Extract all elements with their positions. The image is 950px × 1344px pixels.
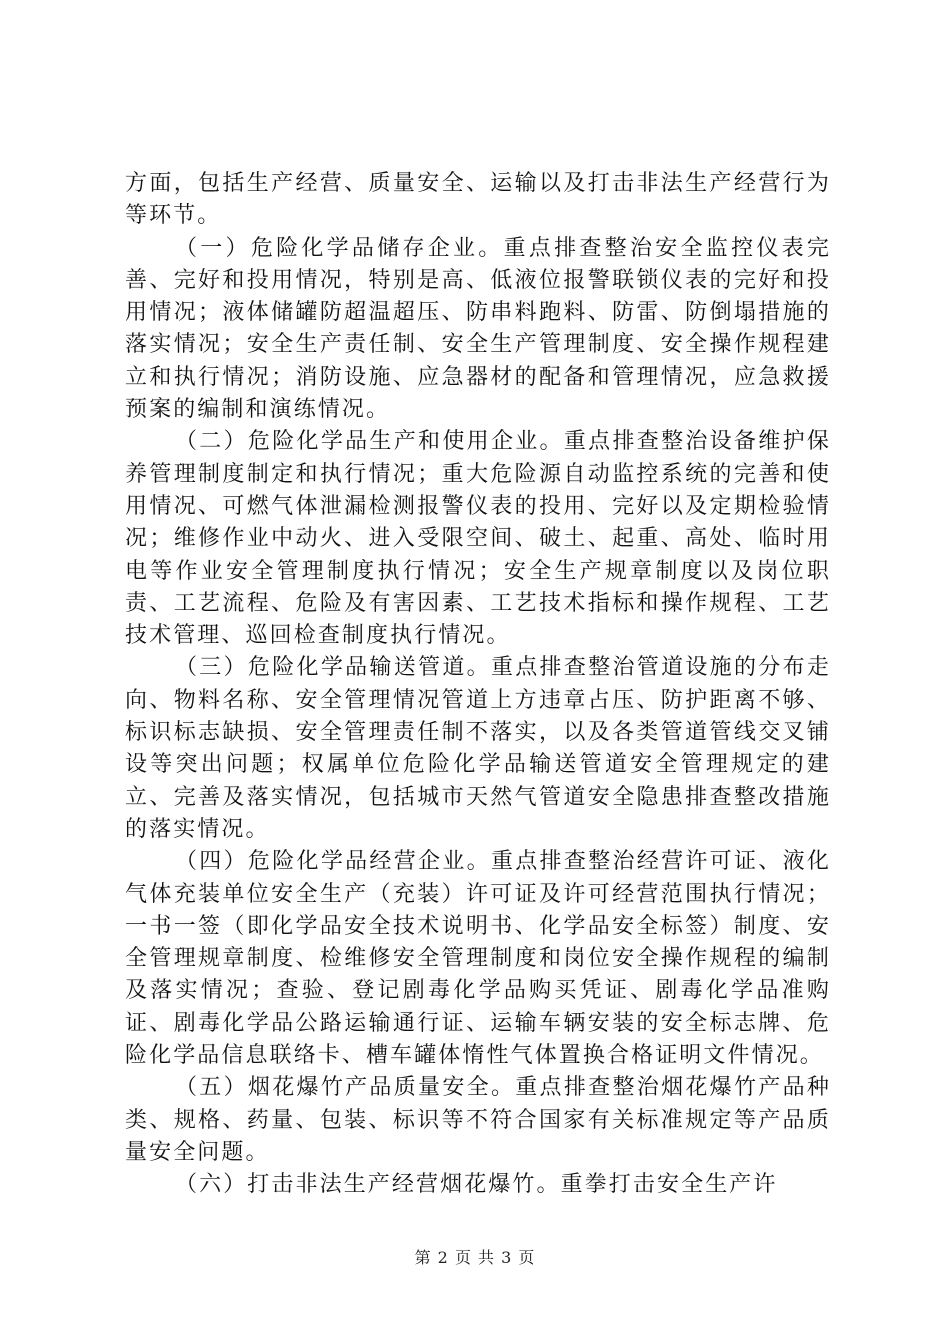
page-footer: 第 2 页 共 3 页 bbox=[414, 1248, 536, 1267]
document-body bbox=[125, 168, 831, 1202]
paragraph-section-1: （一）危险化学品储存企业。重点排查整治安全监控仪表完善、完好和投用情况，特别是高、低液位报警联锁仪表的完好和投用情况；液体储罐防超温超压、防串料跑料、防雷、防倒塌措施的落实情况；安全生产责任制、安全生产管理制度、安全操作规程建立和执行情况；消防设施、应急器材的配备和管理情况，应急救援预案的编制和演练情况。 bbox=[125, 235, 831, 423]
paragraph-continuation: 方面，包括生产经营、质量安全、运输以及打击非法生产经营行为等环节。 bbox=[125, 171, 831, 229]
paragraph-section-5: （五）烟花爆竹产品质量安全。重点排查整治烟花爆竹产品种类、规格、药量、包装、标识等不符合国家有关标准规定等产品质量安全问题。 bbox=[125, 1075, 831, 1165]
paragraph-section-4: （四）危险化学品经营企业。重点排查整治经营许可证、液化气体充装单位安全生产（充装）许可证及许可经营范围执行情况；一书一签（即化学品安全技术说明书、化学品安全标签）制度、安全管理规章制度、检维修安全管理制度和岗位安全操作规程的编制及落实情况；查验、登记剧毒化学品购买凭证、剧毒化学品准购证、剧毒化学品公路运输通行证、运输车辆安装的安全标志牌、危险化学品信息联络卡、槽车罐体惰性气体置换合格证明文件情况。 bbox=[125, 849, 831, 1069]
paragraph-section-2: （二）危险化学品生产和使用企业。重点排查整治设备维护保养管理制度制定和执行情况；重大危险源自动监控系统的完善和使用情况、可燃气体泄漏检测报警仪表的投用、完好以及定期检验情况；维修作业中动火、进入受限空间、破土、起重、高处、临时用电等作业安全管理制度执行情况；安全生产规章制度以及岗位职责、工艺流程、危险及有害因素、工艺技术指标和操作规程、工艺技术管理、巡回检查制度执行情况。 bbox=[125, 429, 831, 649]
paragraph-section-3: （三）危险化学品输送管道。重点排查整治管道设施的分布走向、物料名称、安全管理情况管道上方违章占压、防护距离不够、标识标志缺损、安全管理责任制不落实，以及各类管道管线交叉铺设等突出问题；权属单位危险化学品输送管道安全管理规定的建立、完善及落实情况，包括城市天然气管道安全隐患排查整改措施的落实情况。 bbox=[125, 655, 831, 842]
paragraph-section-6: （六）打击非法生产经营烟花爆竹。重拳打击安全生产许 bbox=[175, 1172, 778, 1198]
